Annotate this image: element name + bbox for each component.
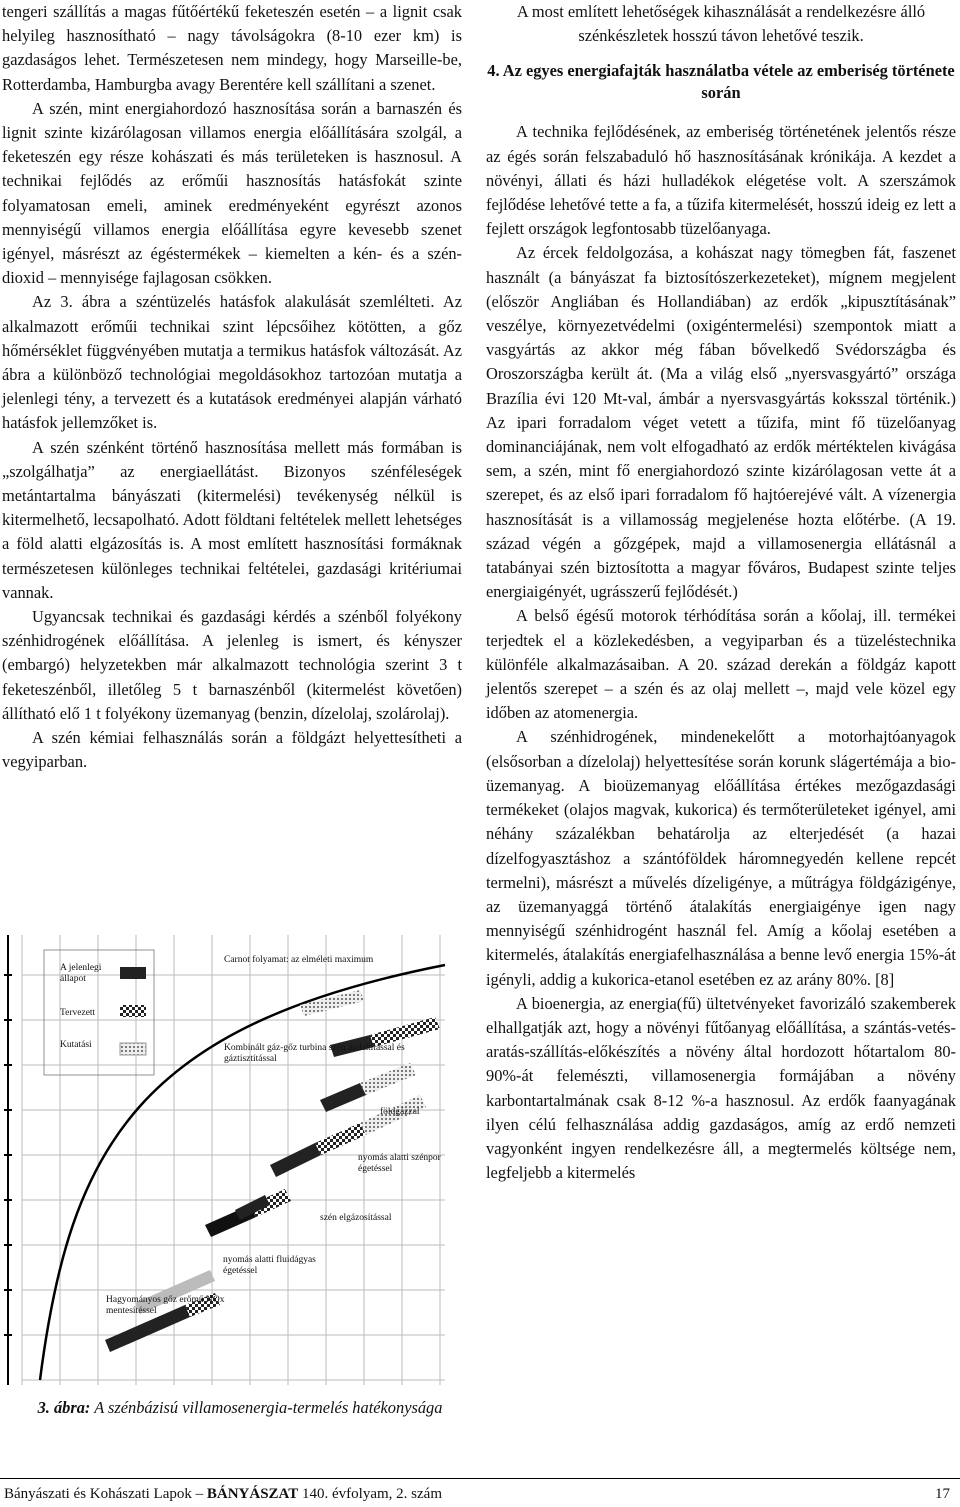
- label-combined-cycle: Kombinált gáz-gőz turbina szén átalakítással és gáztisztítással: [224, 1043, 405, 1064]
- paragraph: A most említett lehetőségek kihasználását a rendelkezésre álló szénkészletek hosszú távon lehetővé teszik.: [516, 2, 926, 46]
- paragraph: A szén kémiai felhasználás során a földgázt helyettesítheti a vegyiparban.: [2, 728, 462, 772]
- paragraph: A szénhidrogének, mindenekelőtt a motorhajtóanyagok (elsősorban a dízelolaj) helyettesítése során korunk slágertémája a bio-üzemanyag. A bioüzemanyag előállítása értékes mezőgazdasági termékeket (olajos magvak, kukorica) és termőterületeket igényel, ami néhány százalékban behatárolja az elterjedését (a hazai dízelfogyasztáshoz a szántóföldek háromnegyedén kellene repcét termelni), másrészt a művelés dízeligénye, a műtrágya földgázigénye, az üzemanyaggá történő átalakítás energiaigénye igen nagy mennyiségű szénhidrogént használ fel. Amíg a kőolaj esetében a kitermelés, átalakítás energiafelhasználása a benne levő energia 15%-át igényli, addig a kukorica-etanol esetében ez az arány 80%. [8]: [486, 727, 956, 989]
- label-pressurized-powder: nyomás alatti szénpor égetéssel: [358, 1153, 441, 1174]
- figure-efficiency: [0, 905, 480, 1450]
- label-pressurized-fluidized: nyomás alatti fluidágyas égetéssel: [223, 1255, 316, 1276]
- section-title: 4. Az egyes energiafajták használatba vétele az emberiség története során: [487, 61, 955, 103]
- label-traditional: Hagyományos gőz erőmű NOx mentesítéssel: [106, 1295, 225, 1316]
- paragraph: A szén, mint energiahordozó hasznosítása során a barnaszén és lignit szinte kizárólagosan villamos energia előállítására szolgál, a feketeszén egy része kohászati és más területeken is hasznosul. A technikai fejlődés az erőműi hasznosítás hatásfokát szinte folyamatosan emeli, aminek eredményeként egyrészt azonos mennyiségű villamos energia előállítása egyre kevesebb szenet igényel, másrészt az égéstermékek – kiemelten a kén- és a szén-dioxid – mennyisége fajlagosan csökken.: [2, 98, 462, 288]
- paragraph: Az ércek feldolgozása, a kohászat nagy tömegben fát, faszenet használt (a bányászat fa biztosítószerkezeteket), mígnem megjelent (először Angliában és Hollandiában) az erdők „kipusztításának” veszélye, környezetvédelmi (oxigéntermelési) szempontok miatt a vasgyártás az akkor még fában bővelkedő Svédországba és Oroszországba került át. (Ma a világ első „nyersvasgyártó” országa Brazília évi 120 Mt-val, ámbár a nyersvasgyártás koksszal történik.) Az ipari forradalom véget vetett a tűzifa, mint fő tüzelőanyag dominanciájának, nem volt elfogadható az erdők mértéktelen kivágása sem, a szén, mint fő energiahordozó szinte kizárólagosan vette át a szerepet, és az első ipari forradalom fő hajtóerejévé vált. A vízenergia hasznosítását is a villamosság megjelenése hozta előtérbe. (A 19. század végén a gőzgépek, majd a villamosenergia ellátásnál a tatabányai szén biztosította a magyar főváros, Budapest szinte teljes energiaigényét, ugrásszerű fejlődését.): [486, 243, 956, 602]
- right-column: [486, 0, 956, 1185]
- footer-journal: [4, 1481, 442, 1507]
- left-column: [2, 0, 462, 775]
- legend-planned-swatch: [120, 1005, 146, 1017]
- legend-research-swatch: [120, 1043, 146, 1055]
- label-natural-gas: földgázzal: [380, 1107, 420, 1117]
- paragraph: A belső égésű motorok térhódítása során a kőolaj, ill. termékei terjedtek el a közlekedésben, a vegyiparban és a tüzeléstechnika különféle alkalmazásaiban. A 20. század derekán a földgáz kapott jelentős szerepet – a szén és az olaj mellett –, majd vele közel egy időben az atomenergia.: [486, 606, 956, 723]
- paragraph: A technika fejlődésének, az emberiség történetének jelentős része az égés során felszabaduló hő hasznosításának krónikája. A kezdet a növényi, állati és házi hulladékok elégetése volt. A szerszámok fejlődése lehetővé tette a fa, a tűzifa kitermelését, hosszú ideig ez lett a fejlett országok legfontosabb tüzelőanyaga.: [486, 122, 956, 239]
- footer-journal-title: BÁNYÁSZAT: [206, 1486, 299, 1502]
- page-number: 17: [935, 1486, 950, 1502]
- legend-planned-label: Tervezett: [60, 1008, 96, 1018]
- figure-caption: [0, 1397, 480, 1419]
- footer-journal-name: Bányászati és Kohászati Lapok –: [4, 1486, 204, 1502]
- paragraph: Ugyancsak technikai és gazdasági kérdés a szénből folyékony szénhidrogének előállítása. A jelenleg is ismert, és kényszer (embargó) helyzetekben már alkalmazott technológia szerint 3 t feketeszénből, illetőleg 5 t barnaszénből (kitermelést követően) állítható elő 1 t folyékony üzemanyag (benzin, dízelolaj, szolárolaj).: [2, 607, 462, 723]
- footer-issue: 140. évfolyam, 2. szám: [302, 1486, 442, 1502]
- paragraph: A szén szénként történő hasznosítása mellett más formában is „szolgálhatja” az energiaellátást. Bizonyos szénféleségek metántartalma bányászati (kitermelési) tevékenység nélkül is kitermelhető, lecsapolható. Adott földtani feltételek mellett lehetséges a föld alatti elgázosítás is. A most említett hasznosítási formáknak természetesen különleges technikai feltételei, gazdasági kritériumai vannak.: [2, 437, 462, 602]
- label-coal-gasification: szén elgázosítással: [320, 1213, 392, 1223]
- paragraph: Az 3. ábra a széntüzelés hatásfok alakulását szemlélteti. Az alkalmazott erőműi technikai szint lépcsőihez kötötten, a gőz hőmérséklet függvényében mutatja a termikus hatásfok változását. Az ábra a különböző technológiai megoldásokhoz tartozóan mutatja a jelenlegi tény, a tervezett és a kutatások eredményei alapján várható hatásfok jellemzőket is.: [2, 292, 462, 433]
- legend-current-swatch: [120, 967, 146, 979]
- paragraph: tengeri szállítás a magas fűtőértékű feketeszén esetén – a lignit csak helyileg hasznosítható – nagy távolságokra (8-10 ezer km) is gazdaságos lehet. Természetesen nem mindegy, hogy Marseille-be, Rotterdamba, Hamburgba avagy Berentére kell szállítani a szenet.: [2, 2, 462, 94]
- legend-research-label: Kutatási: [60, 1040, 92, 1050]
- paragraph: A bioenergia, az energia(fű) ültetvényeket favorizáló szakemberek elhallgatják azt, hogy a növényi fűtőanyag előállítása, a szántás-vetés-aratás-szállítás-előkészítés a növény által hordozott hőtartalom 80-90%-át felemészti, villamosenergia formájában a növény karbontartalmának csak 8-12 %-a hasznosul. Az erdők faanyagának ilyen célú felhasználása addig gazdaságos, amíg az erdő nemzeti vagyonként ingyen rendelkezésre áll, a megtermelés költsége nem, legfeljebb a kitermelés: [486, 993, 956, 1183]
- page-footer: [0, 1478, 960, 1506]
- caption-text: A szénbázisú villamosenergia-termelés hatékonysága: [90, 1398, 443, 1417]
- caption-number: 3. ábra:: [37, 1398, 91, 1417]
- legend-current-label: A jelenlegi állapot: [60, 963, 102, 984]
- label-carnot: Carnot folyamat: az elméleti maximum: [224, 955, 374, 965]
